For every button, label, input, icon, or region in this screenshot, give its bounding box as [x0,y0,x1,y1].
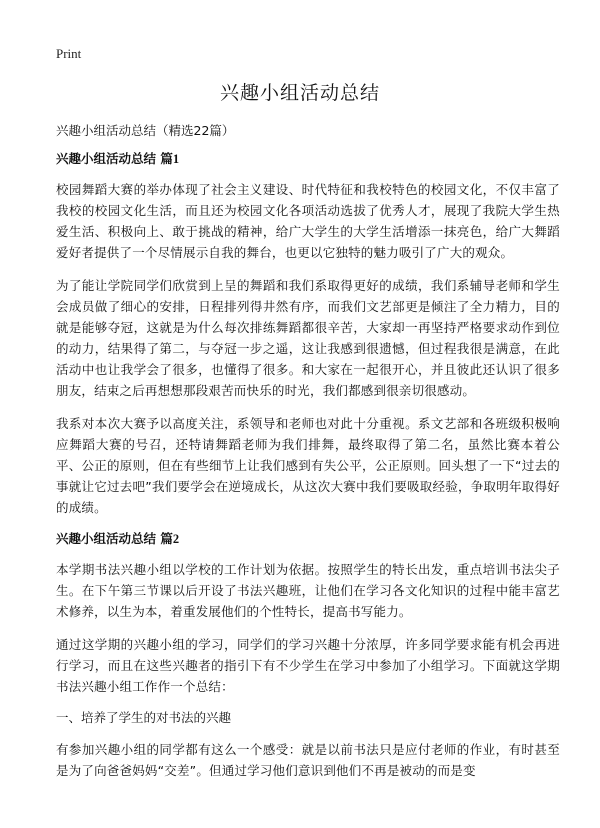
paragraph: 为了能让学院同学们欣赏到上呈的舞蹈和我们系取得更好的成绩，我们系辅导老师和学生会成员做了细心的安排，日程排列得井然有序，而我们文艺部更是倾注了全力精力，目的就是能够夺冠，这就是为什么每次排练舞蹈都很辛苦，大家却一再坚持严格要求动作到位的动力，结果得了第二，与夺冠一步之遥，这让我感到很遗憾，但过程我很是满意，在此活动中也让我学会了很多，也懂得了很多。和大家在一起很开心，并且彼此还认识了很多朋友，结束之后再想想那段艰苦而快乐的时光，我们都感到很亲切很感动。 [56,278,560,398]
section-heading-1: 兴趣小组活动总结 篇1 [56,151,180,166]
paragraph: 本学期书法兴趣小组以学校的工作计划为依据。按照学生的特长出发，重点培训书法尖子生。在下午第三节课以后开设了书法兴趣班，让他们在学习各文化知识的过程中能丰富艺术修养，以生为本，着重发展他们的个性特长，提高书写能力。 [56,562,560,619]
paragraph: 我系对本次大赛予以高度关注，系领导和老师也对此十分重视。系文艺部和各班级积极响应舞蹈大赛的号召，还特请舞蹈老师为我们排舞，最终取得了第二名，虽然比赛本着公平、公正的原则，但在有些细节上让我们感到有失公平，公正原则。回头想了一下“过去的事就让它过去吧”我们要学会在逆境成长，从这次大赛中我们要吸取经验，争取明年取得好的成绩。 [56,416,560,515]
paragraph: 通过这学期的兴趣小组的学习，同学们的学习兴趣十分浓厚，许多同学要求能有机会再进行学习，而且在这些兴趣者的指引下有不少学生在学习中参加了小组学习。下面就这学期书法兴趣小组工作作一个总结： [56,637,560,694]
page-title: 兴趣小组活动总结 [219,82,380,104]
document-subtitle: 兴趣小组活动总结（精选22篇） [56,123,235,138]
subheading: 一、培养了学生的对书法的兴趣 [56,710,232,725]
paragraph: 有参加兴趣小组的同学都有这么一个感受：就是以前书法只是应付老师的作业，有时甚至是为了向爸爸妈妈“交差”。但通过学习他们意识到他们不再是被动的而是变 [56,742,560,778]
paragraph: 校园舞蹈大赛的举办体现了社会主义建设、时代特征和我校特色的校园文化，不仅丰富了我校的校园文化生活，而且还为校园文化各项活动选拔了优秀人才，展现了我院大学生热爱生活、积极向上、敢于挑战的精神，给广大学生的大学生活增添一抹亮色，给广大舞蹈爱好者提供了一个尽情展示自我的舞台，也更以它独特的魅力吸引了广大的观众。 [56,182,560,260]
document-body [56,150,560,793]
section-heading-2: 兴趣小组活动总结 篇2 [56,531,180,546]
print-link[interactable]: Print [56,46,82,61]
